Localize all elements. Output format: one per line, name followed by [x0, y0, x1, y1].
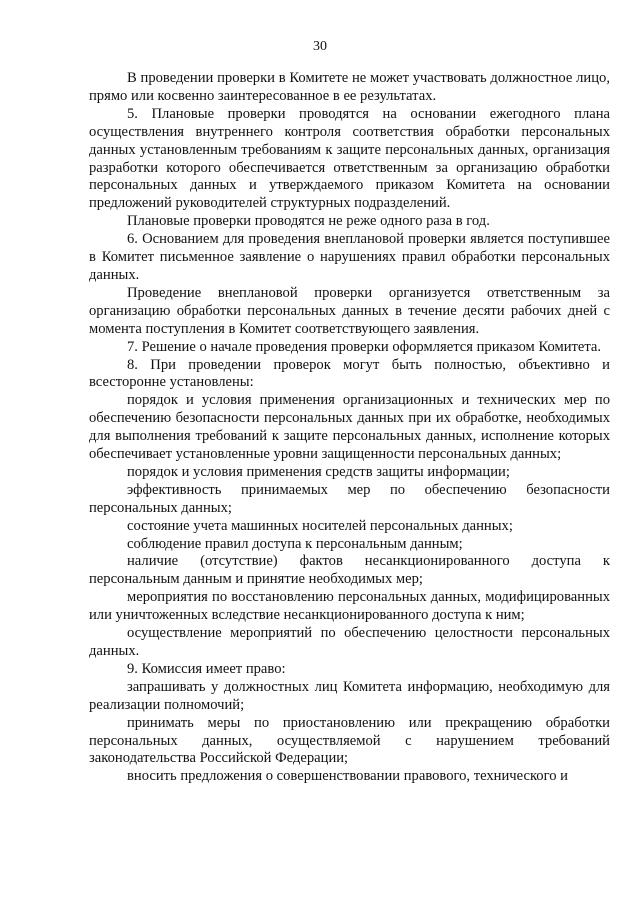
list-item: принимать меры по приостановлению или прекращению обработки персональных данных, осуществляемой с нарушением требований законодательства Российской Федерации; — [89, 714, 610, 767]
list-item: мероприятия по восстановлению персональных данных, модифицированных или уничтоженных вследствие несанкционированного доступа к ним; — [89, 589, 610, 624]
paragraph: 6. Основанием для проведения внеплановой проверки является поступившее в Комитет письменное заявление о нарушениях правил обработки персональных данных. — [89, 231, 610, 283]
paragraph: 5. Плановые проверки проводятся на основании ежегодного плана осуществления внутреннего контроля соответствия обработки персональных данных установленным требованиям к защите персональных данных, организация разработки которого обеспечивается ответственным за организацию обработки персональных данных и утверждаемого приказом Комитета на основании предложений руководителей структурных подразделений. — [89, 105, 610, 212]
document-body — [89, 70, 610, 786]
paragraph: 8. При проведении проверок могут быть полностью, объективно и всесторонне установлены: — [89, 356, 610, 391]
list-item: эффективность принимаемых мер по обеспечению безопасности персональных данных; — [89, 481, 610, 516]
list-item: порядок и условия применения организационных и технических мер по обеспечению безопасности персональных данных при их обработке, необходимых для выполнения требований к защите персональных данных, исполнение которых обеспечивает установленные уровни защищенности персональных данных; — [89, 392, 610, 463]
paragraph: Плановые проверки проводятся не реже одного раза в год. — [127, 213, 490, 230]
list-item: состояние учета машинных носителей персональных данных; — [127, 517, 513, 534]
list-item: соблюдение правил доступа к персональным данным; — [127, 535, 463, 552]
paragraph: Проведение внеплановой проверки организуется ответственным за организацию обработки персональных данных в течение десяти рабочих дней с момента поступления в Комитет соответствующего заявления. — [89, 284, 610, 337]
page-number: 30 — [313, 39, 327, 54]
list-item: порядок и условия применения средств защиты информации; — [127, 463, 510, 480]
list-item: наличие (отсутствие) фактов несанкционированного доступа к персональным данным и принятие необходимых мер; — [89, 553, 610, 588]
paragraph: 9. Комиссия имеет право: — [127, 660, 286, 677]
list-item: осуществление мероприятий по обеспечению целостности персональных данных. — [89, 625, 610, 659]
list-item: запрашивать у должностных лиц Комитета информацию, необходимую для реализации полномочий; — [89, 678, 610, 713]
list-item: вносить предложения о совершенствовании правового, технического и — [127, 768, 568, 785]
paragraph: В проведении проверки в Комитете не может участвовать должностное лицо, прямо или косвенно заинтересованное в ее результатах. — [89, 70, 610, 104]
paragraph: 7. Решение о начале проведения проверки оформляется приказом Комитета. — [127, 338, 602, 355]
